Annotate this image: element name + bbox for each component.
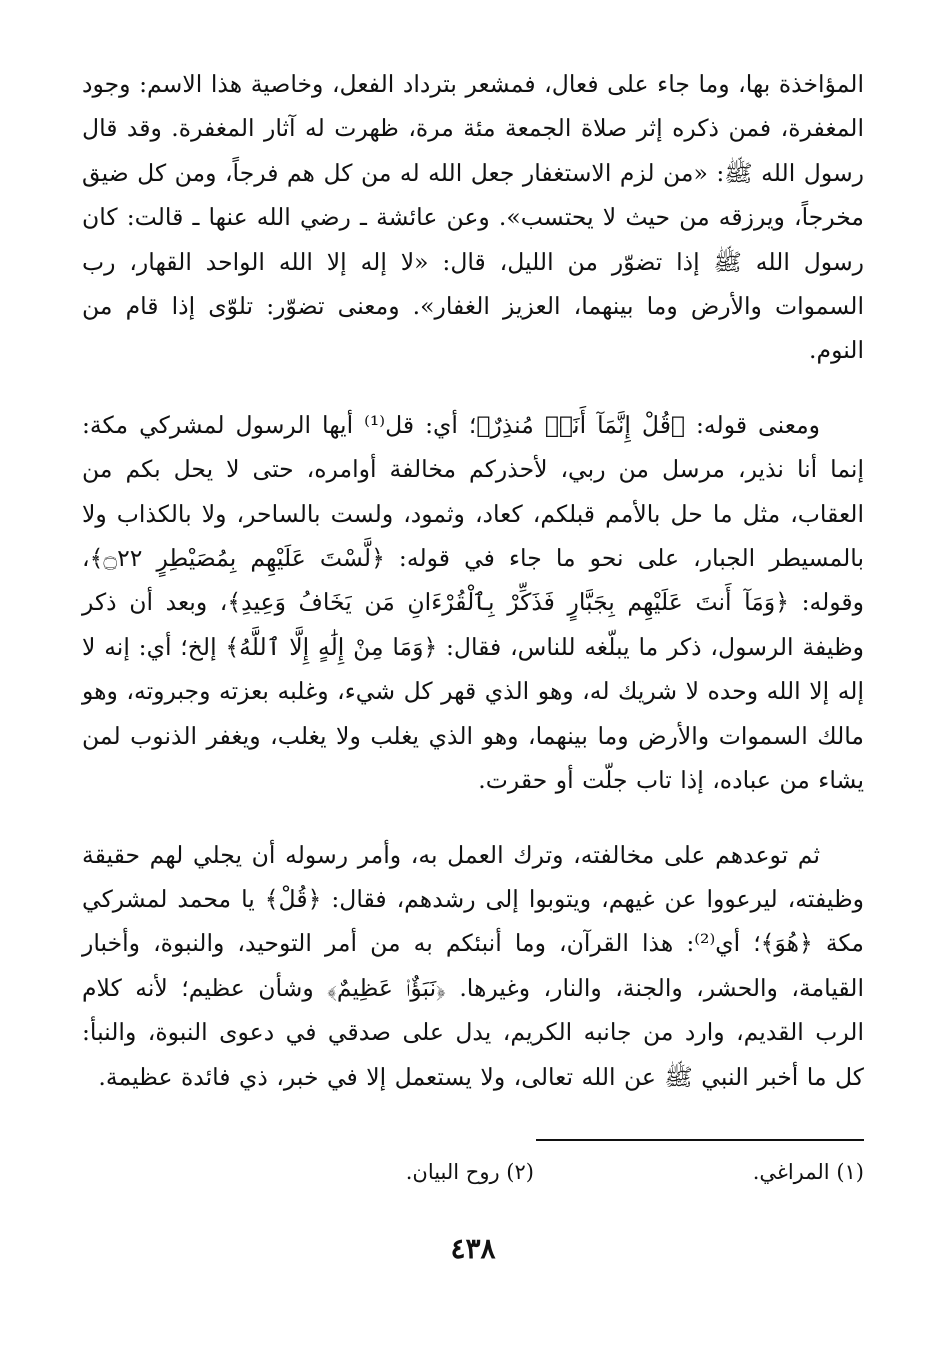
paragraph-1: المؤاخذة بها، وما جاء على فعال، فمشعر بترداد الفعل، وخاصية هذا الاسم: وجود المغفرة، فمن ذكره إثر صلاة الجمعة مئة مرة، ظهرت له آثار المغفرة. وقد قال رسول الله ﷺ: «من لزم الاستغفار جعل الله له من كل هم فرجاً، ومن كل ضيق مخرجاً، ويرزقه من حيث لا يحتسب». وعن عائشة ـ رضي الله عنها ـ قالت: كان رسول الله ﷺ إذا تضوّر من الليل، قال: «لا إله إلا الله الواحد القهار، رب السموات والأرض وما بينهما، العزيز الغفار». ومعنى تضوّر: تلوّى إذا قام من النوم. [82,70,864,365]
footnote-divider [536,1139,864,1141]
footnote-1: (١) المراغي. [752,1160,864,1184]
paragraph-2: ومعنى قوله: ﴿قُلْ إِنَّمَآ أَنَا۠ مُنذِرٌ﴾؛ أي: قل⁽¹⁾ أيها الرسول لمشركي مكة: إنما أنا نذير، مرسل من ربي، لأحذركم مخالفة أوامره، حتى لا يحل بكم من العقاب، مثل ما حل بالأمم قبلكم، كعاد، وثمود، ولست بالساحر، ولا بالكذاب ولا بالمسيطر الجبار، على نحو ما جاء في قوله: ﴿لَّسْتَ عَلَيْهِم بِمُصَيْطِرٍ ۝٢٢﴾، وقوله: ﴿وَمَآ أَنتَ عَلَيْهِم بِجَبَّارٍ فَذَكِّرْ بِٱلْقُرْءَانِ مَن يَخَافُ وَعِيدِ﴾، وبعد أن ذكر وظيفة الرسول، ذكر ما يبلّغه للناس، فقال: ﴿وَمَا مِنْ إِلَٰهٍ إِلَّا ٱللَّهُ﴾ إلخ؛ أي: إنه لا إله إلا الله وحده لا شريك له، وهو الذي قهر كل شيء، وغلبه بعزته وجبروته، وهو مالك السموات والأرض وما بينهما، وهو الذي يغلب ولا يغلب، ويغفر الذنوب لمن يشاء من عباده، إذا تاب جلّت أو حقرت. [82,410,864,795]
paragraph-3: ثم توعدهم على مخالفته، وترك العمل به، وأمر رسوله أن يجلي لهم حقيقة وظيفته، ليرعووا عن غيهم، ويتوبوا إلى رشدهم، فقال: ﴿قُلْ﴾ يا محمد لمشركي مكة ﴿هُوَ﴾؛ أي⁽²⁾: هذا القرآن، وما أنبئكم به من أمر التوحيد، والنبوة، وأخبار القيامة، والحشر، والجنة، والنار، وغيرها. ﴿نَبَؤٌا۟ عَظِيمٌ﴾ وشأن عظيم؛ لأنه كلام الرب القديم، وارد من جانبه الكريم، يدل على صدقي في دعوى النبوة، والنبأ: كل ما أخبر النبي ﷺ عن الله تعالى، ولا يستعمل إلا في خبر، ذي فائدة عظيمة. [82,840,864,1091]
footnotes [82,1160,864,1184]
page-number: ٤٣٨ [450,1232,496,1265]
footnote-2: (٢) روح البيان. [405,1160,534,1184]
